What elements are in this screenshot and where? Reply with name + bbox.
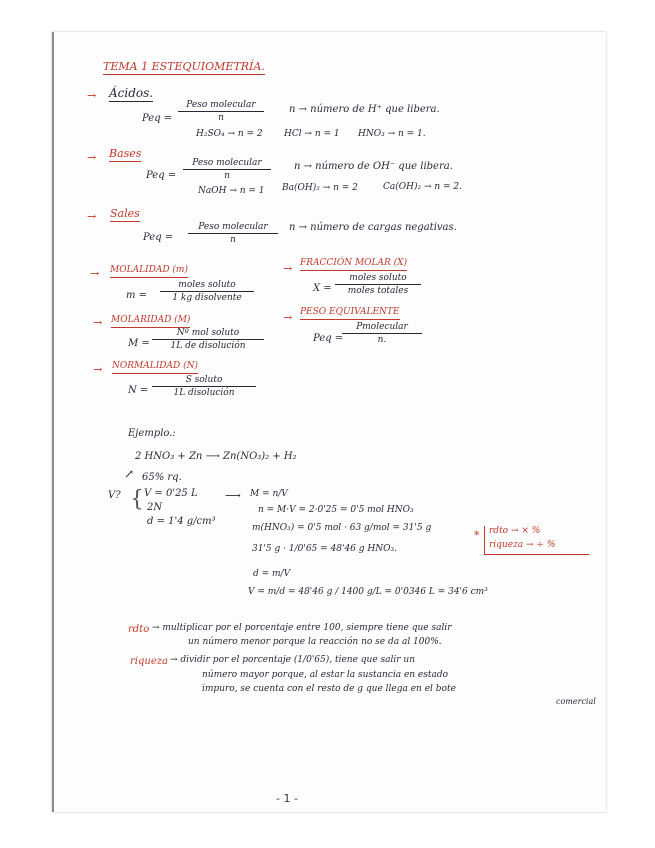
ejemplo-formula-4: 31'5 g · 1/0'65 = 48'46 g HNO₃. (252, 544, 397, 554)
rdto-text-2: un número menor porque la reacción no se da al 100%. (188, 637, 442, 647)
acidos-note: n → número de H⁺ que libera. (289, 104, 440, 115)
rdto-text-1: → multiplicar por el porcentaje entre 100, siempre tiene que salir (152, 623, 452, 633)
molalidad-fraction (160, 280, 254, 304)
ejemplo-formula-2: n = M·V = 2·0'25 = 0'5 mol HNO₃ (258, 505, 414, 515)
molalidad-heading: MOLALIDAD (m) (110, 266, 188, 278)
fraccion-lhs: X = (313, 283, 332, 294)
sales-denominator: n (230, 235, 236, 246)
sales-numerator: Peso molecular (188, 222, 278, 234)
bases-numerator: Peso molecular (183, 158, 271, 170)
page-number: - 1 - (276, 792, 298, 805)
acidos-example-1: H₂SO₄ → n = 2 (196, 129, 263, 139)
arrow-icon: → (87, 89, 97, 102)
sales-lhs: Peq = (143, 232, 174, 243)
arrow-icon: → (93, 363, 103, 376)
acidos-heading: Ácidos. (109, 87, 153, 102)
acidos-example-2: HCl → n = 1 (284, 129, 340, 139)
peso-eq-numerator: Pmolecular (342, 322, 422, 334)
arrow-up-icon: ↗ (124, 467, 135, 481)
fraccion-heading: FRACCIÓN MOLAR (X) (300, 259, 407, 271)
molaridad-denominator: 1L de disolución (170, 341, 246, 352)
box-riqueza: riqueza → ÷ % (489, 540, 556, 550)
molaridad-heading: MOLARIDAD (M) (111, 316, 190, 328)
peso-eq-lhs: Peq = (313, 333, 344, 344)
arrow-icon: → (87, 210, 97, 223)
fraccion-fraction (335, 273, 421, 297)
sales-fraction (188, 222, 278, 246)
box-rdto: rdto → × % (489, 526, 541, 536)
ejemplo-formula-3: m(HNO₃) = 0'5 mol · 63 g/mol = 31'5 g (252, 523, 432, 533)
bases-example-1: NaOH → n = 1 (198, 186, 265, 196)
normalidad-fraction (152, 375, 256, 399)
bases-denominator: n (224, 171, 230, 182)
molaridad-fraction (152, 328, 264, 352)
arrow-icon: → (283, 262, 293, 275)
page-title: TEMA 1 ESTEQUIOMETRÍA. (103, 61, 265, 75)
normalidad-lhs: N = (128, 385, 149, 396)
arrow-icon: → (283, 311, 293, 324)
acidos-numerator: Peso molecular (178, 100, 264, 112)
ejemplo-formula-1: M = n/V (250, 489, 288, 499)
fraccion-denominator: moles totales (347, 286, 409, 297)
acidos-denominator: n (218, 113, 224, 124)
bases-note: n → número de OH⁻ que libera. (294, 161, 453, 172)
arrow-icon: → (90, 267, 100, 280)
ejemplo-vq: V? (108, 490, 121, 501)
ejemplo-heading: Ejemplo.: (128, 428, 176, 439)
ejemplo-v: V = 0'25 L (144, 488, 198, 499)
bases-example-3: Ca(OH)₂ → n = 2. (383, 182, 463, 192)
asterisk-icon: * (474, 529, 480, 542)
riqueza-text-2: número mayor porque, al estar la sustancia en estado (202, 670, 449, 680)
molalidad-denominator: 1 kg disolvente (172, 293, 242, 304)
riqueza-label: riqueza (130, 656, 168, 667)
acidos-fraction (178, 100, 264, 124)
molaridad-numerator: Nº mol soluto (152, 328, 264, 340)
ejemplo-d: d = 1'4 g/cm³ (147, 516, 216, 527)
fraccion-numerator: moles soluto (335, 273, 421, 285)
brace-icon: { (130, 487, 144, 512)
molalidad-lhs: m = (126, 290, 148, 301)
riqueza-text-4: comercial (556, 697, 596, 706)
normalidad-numerator: S soluto (152, 375, 256, 387)
bases-example-2: Ba(OH)₂ → n = 2 (282, 183, 358, 193)
peso-eq-denominator: n. (377, 335, 387, 346)
sales-heading: Sales (110, 208, 140, 222)
sales-note: n → número de cargas negativas. (289, 222, 457, 233)
peso-eq-fraction (342, 322, 422, 346)
arrow-icon: → (93, 316, 103, 329)
molaridad-lhs: M = (128, 338, 150, 349)
bases-lhs: Peq = (146, 170, 177, 181)
ejemplo-formula-6: V = m/d = 48'46 g / 1400 g/L = 0'0346 L = 34'6 cm³ (248, 587, 488, 597)
peso-eq-heading: PESO EQUIVALENTE (300, 308, 400, 320)
riqueza-text-1: → dividir por el porcentaje (1/0'65), tiene que salir un (170, 655, 416, 665)
bases-fraction (183, 158, 271, 182)
rdto-label: rdto (128, 624, 150, 635)
normalidad-denominator: 1L disolución (173, 388, 235, 399)
bases-heading: Bases (109, 148, 141, 162)
acidos-example-3: HNO₃ → n = 1. (358, 129, 426, 139)
arrow-icon: → (87, 151, 97, 164)
acidos-lhs: Peq = (142, 113, 173, 124)
molalidad-numerator: moles soluto (160, 280, 254, 292)
ejemplo-formula-5: d = m/V (253, 569, 291, 579)
ejemplo-riqueza: 65% rq. (142, 472, 182, 483)
riqueza-text-3: impuro, se cuenta con el resto de g que llega en el bote (202, 684, 456, 694)
arrow-icon: ⟶ (225, 489, 241, 502)
normalidad-heading: NORMALIDAD (N) (112, 362, 198, 374)
ejemplo-reaction: 2 HNO₃ + Zn ⟶ Zn(NO₃)₂ + H₂ (135, 451, 297, 462)
ejemplo-zn: 2N (147, 502, 163, 513)
